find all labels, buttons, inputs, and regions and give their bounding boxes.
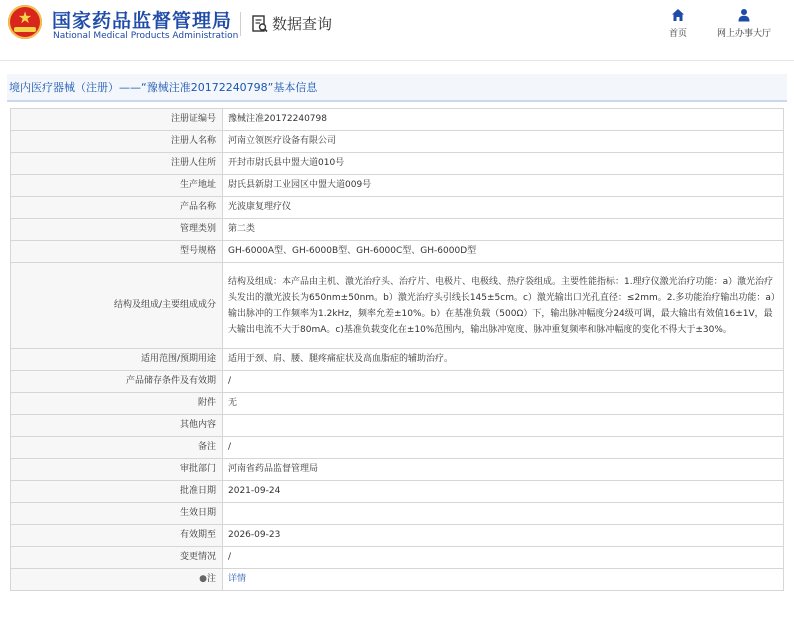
row-label: 产品储存条件及有效期 xyxy=(11,371,223,393)
data-query-label[interactable]: 数据查询 xyxy=(272,15,333,33)
row-value: 第二类 xyxy=(223,219,784,241)
table-row xyxy=(11,349,784,371)
row-label: 生效日期 xyxy=(11,503,223,525)
table-row xyxy=(11,153,784,175)
row-value: 尉氏县新尉工业园区中盟大道009号 xyxy=(223,175,784,197)
emblem-logo: ★ xyxy=(8,5,42,39)
table-row xyxy=(11,175,784,197)
note-marker: ● xyxy=(199,574,207,584)
site-header xyxy=(0,0,794,61)
row-label: 附件 xyxy=(11,393,223,415)
row-value: / xyxy=(223,371,784,393)
table-row xyxy=(11,131,784,153)
row-value: 河南省药品监督管理局 xyxy=(223,459,784,481)
brand-name-cn[interactable]: 国家药品监督管理局 xyxy=(52,10,233,32)
table-row xyxy=(11,219,784,241)
row-label: 注册人名称 xyxy=(11,131,223,153)
table-row xyxy=(11,569,784,591)
table-row xyxy=(11,437,784,459)
table-row xyxy=(11,109,784,131)
data-query-icon xyxy=(252,15,268,33)
table-row xyxy=(11,197,784,219)
row-value: 适用于颈、肩、腰、腿疼痛症状及高血脂症的辅助治疗。 xyxy=(223,349,784,371)
user-icon xyxy=(737,8,751,22)
details-link[interactable]: 详情 xyxy=(228,574,247,584)
table-row xyxy=(11,415,784,437)
row-value xyxy=(223,569,784,591)
row-label: 管理类别 xyxy=(11,219,223,241)
row-value xyxy=(223,415,784,437)
row-value xyxy=(223,503,784,525)
row-label: 批准日期 xyxy=(11,481,223,503)
row-label: 备注 xyxy=(11,437,223,459)
device-info-table xyxy=(10,108,784,591)
table-row xyxy=(11,503,784,525)
row-value: 河南立领医疗设备有限公司 xyxy=(223,131,784,153)
table-row xyxy=(11,481,784,503)
row-label: 注册人住所 xyxy=(11,153,223,175)
row-value: 2021-09-24 xyxy=(223,481,784,503)
row-label: 生产地址 xyxy=(11,175,223,197)
table-row xyxy=(11,547,784,569)
row-value: 开封市尉氏县中盟大道010号 xyxy=(223,153,784,175)
row-value: / xyxy=(223,547,784,569)
row-label: 适用范围/预期用途 xyxy=(11,349,223,371)
home-icon xyxy=(671,8,685,22)
row-label: 产品名称 xyxy=(11,197,223,219)
table-row xyxy=(11,371,784,393)
row-label: 结构及组成/主要组成成分 xyxy=(11,263,223,349)
nav-hall-label: 网上办事大厅 xyxy=(716,29,771,39)
row-label: 变更情况 xyxy=(11,547,223,569)
page-title: 境内医疗器械（注册）——“豫械注准20172240798”基本信息 xyxy=(9,81,318,94)
note-label: 注 xyxy=(206,574,216,584)
brand-name-en: National Medical Products Administration xyxy=(53,31,239,41)
row-value: GH-6000A型、GH-6000B型、GH-6000C型、GH-6000D型 xyxy=(223,241,784,263)
nav-home[interactable] xyxy=(660,8,696,39)
header-divider xyxy=(240,12,241,36)
row-value: 无 xyxy=(223,393,784,415)
row-value: 2026-09-23 xyxy=(223,525,784,547)
row-label: 注册证编号 xyxy=(11,109,223,131)
row-label: 有效期至 xyxy=(11,525,223,547)
nav-home-label: 首页 xyxy=(668,29,687,39)
nav-online-hall[interactable] xyxy=(712,8,776,39)
table-row xyxy=(11,525,784,547)
record-title-bar xyxy=(7,74,787,102)
row-value: 结构及组成：本产品由主机、激光治疗头、治疗片、电极片、电极线、热疗袋组成。主要性能指标：1.理疗仪激光治疗功能：a）激光治疗头发出的激光波长为650nm±50nm。b）激光治疗头引线长145±5cm。c）激光输出口光孔直径：≤2mm。2.多功能治疗输出功能：a）输出脉冲的工作频率为1.2kHz，频率允差±10%。b）在基准负载（500Ω）下，输出脉冲幅度分24级可调，最大输出有效值16±1V，最大输出电流不大于80mA。c)基准负载变化在±10%范围内，输出脉冲宽度、脉冲重复频率和脉冲幅度的变化不得大于±30%。 xyxy=(223,263,784,349)
row-value: / xyxy=(223,437,784,459)
row-label: 其他内容 xyxy=(11,415,223,437)
row-value: 豫械注准20172240798 xyxy=(223,109,784,131)
table-row xyxy=(11,459,784,481)
row-label: 型号规格 xyxy=(11,241,223,263)
table-row xyxy=(11,393,784,415)
table-row xyxy=(11,263,784,349)
row-label: 审批部门 xyxy=(11,459,223,481)
row-label-note xyxy=(11,569,223,591)
row-value: 光波康复理疗仪 xyxy=(223,197,784,219)
table-row xyxy=(11,241,784,263)
